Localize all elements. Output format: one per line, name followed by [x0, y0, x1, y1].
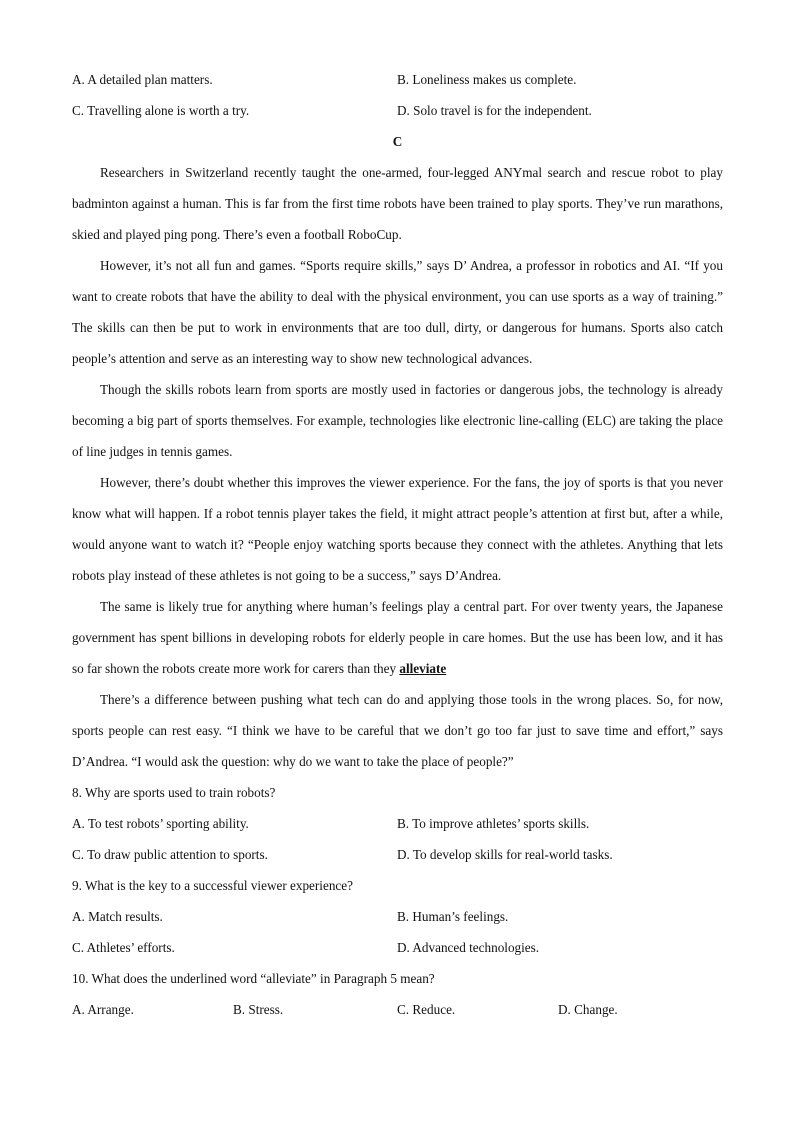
question-8-option-c[interactable]: C. To draw public attention to sports. [72, 847, 268, 862]
paragraph-6: There’s a difference between pushing what tech can do and applying those tools in the wrong places. So, for now, sports people can rest easy. “I think we have to be careful that we don’t go too far just to save time and effort,” says D’Andrea. “I would ask the question: why do we want to take the place of people?” [72, 692, 723, 769]
prev-options-row-1 [72, 64, 723, 95]
question-10-option-b[interactable]: B. Stress. [233, 1002, 284, 1017]
prev-option-c: C. Travelling alone is worth a try. [72, 103, 250, 118]
section-title: C [392, 134, 403, 149]
underlined-word: alleviate [399, 661, 447, 676]
question-9-option-a[interactable]: A. Match results. [72, 909, 163, 924]
question-8-options-row-2 [72, 839, 723, 870]
paragraph-1: Researchers in Switzerland recently taught the one-armed, four-legged ANYmal search and rescue robot to play badminton against a human. This is far from the first time robots have been trained to play sports. They’ve run marathons, skied and played ping pong. There’s even a football RoboCup. [72, 165, 723, 242]
question-10-option-c[interactable]: C. Reduce. [397, 1002, 456, 1017]
question-9-option-d[interactable]: D. Advanced technologies. [397, 940, 540, 955]
prev-option-b: B. Loneliness makes us complete. [397, 72, 577, 87]
question-9-stem: 9. What is the key to a successful viewer experience? [72, 878, 353, 893]
question-9-option-c[interactable]: C. Athletes’ efforts. [72, 940, 175, 955]
question-10-stem: 10. What does the underlined word “alleviate” in Paragraph 5 mean? [72, 971, 435, 986]
paragraph-5 [72, 591, 723, 684]
paragraph-2: However, it’s not all fun and games. “Sports require skills,” says D’ Andrea, a professor in robotics and AI. “If you want to create robots that have the ability to deal with the physical environment, you can use sports as a way of training.” The skills can then be put to work in environments that are too dull, dirty, or dangerous for humans. Sports also catch people’s attention and serve as an interesting way to show new technological advances. [72, 258, 723, 366]
question-9-option-b[interactable]: B. Human’s feelings. [397, 909, 509, 924]
question-9-options-row-2 [72, 932, 723, 963]
paragraph-4: However, there’s doubt whether this improves the viewer experience. For the fans, the joy of sports is that you never know what will happen. If a robot tennis player takes the field, it might attract people’s attention at first but, after a while, would anyone want to watch it? “People enjoy watching sports because they connect with the athletes. Anything that lets robots play instead of these athletes is not going to be a success,” says D’Andrea. [72, 475, 723, 583]
question-8-options-row-1 [72, 808, 723, 839]
question-10-options-row [72, 994, 723, 1025]
prev-option-a: A. A detailed plan matters. [72, 72, 213, 87]
prev-option-d: D. Solo travel is for the independent. [397, 103, 592, 118]
question-10-option-a[interactable]: A. Arrange. [72, 1002, 134, 1017]
document-page [72, 64, 723, 1025]
prev-options-row-2 [72, 95, 723, 126]
question-8-option-a[interactable]: A. To test robots’ sporting ability. [72, 816, 249, 831]
paragraph-5-text: The same is likely true for anything where human’s feelings play a central part. For over twenty years, the Japanese government has spent billions in developing robots for elderly people in care homes. But the use has been low, and it has so far shown the robots create more work for carers than they [72, 599, 723, 676]
paragraph-3: Though the skills robots learn from sports are mostly used in factories or dangerous jobs, the technology is already becoming a big part of sports themselves. For example, technologies like electronic line-calling (ELC) are taking the place of line judges in tennis games. [72, 382, 723, 459]
question-9-options-row-1 [72, 901, 723, 932]
question-10-option-d[interactable]: D. Change. [558, 1002, 618, 1017]
question-8-option-b[interactable]: B. To improve athletes’ sports skills. [397, 816, 590, 831]
question-8-stem: 8. Why are sports used to train robots? [72, 785, 276, 800]
question-8-option-d[interactable]: D. To develop skills for real-world tasks. [397, 847, 613, 862]
